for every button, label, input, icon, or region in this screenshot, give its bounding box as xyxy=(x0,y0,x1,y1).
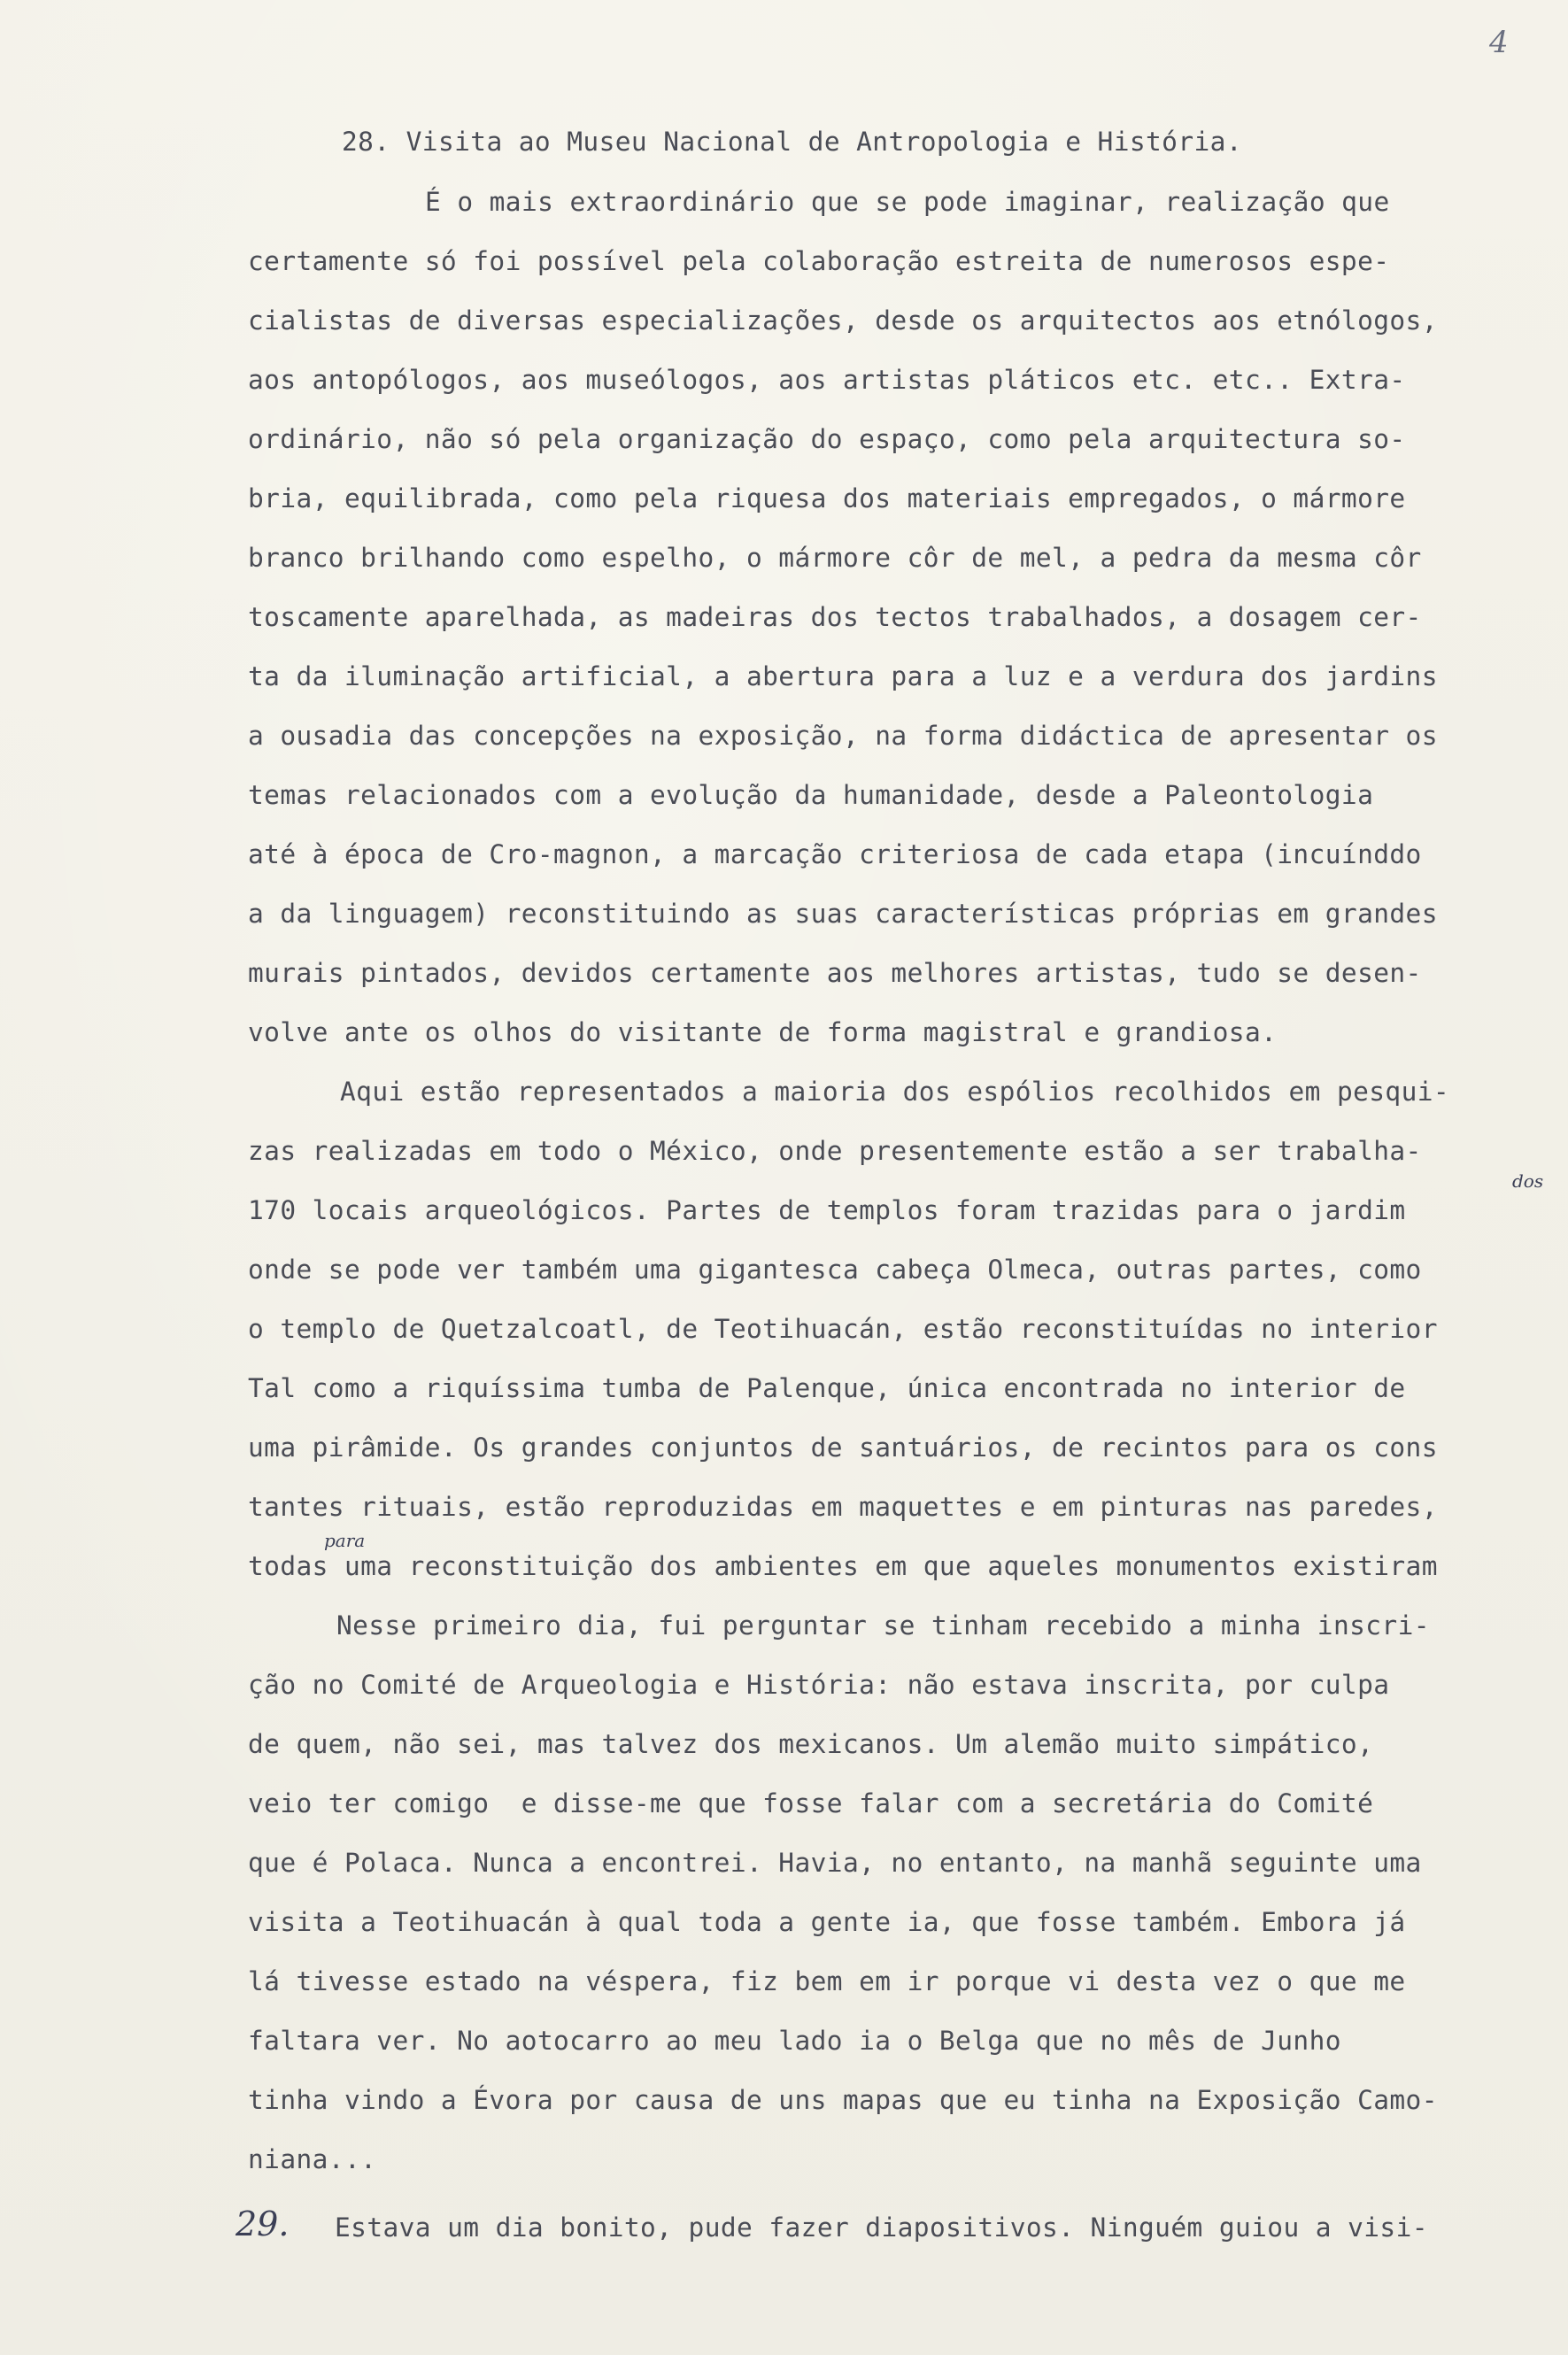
text-line: tantes rituais, estão reproduzidas em maquettes e em pinturas nas paredes, xyxy=(248,1492,1438,1522)
text-line: tinha vindo a Évora por causa de uns mapas que eu tinha na Exposição Camo- xyxy=(248,2085,1438,2115)
text-line: toscamente aparelhada, as madeiras dos tectos trabalhados, a dosagem cer- xyxy=(248,602,1422,632)
text-line: uma pirâmide. Os grandes conjuntos de santuários, de recintos para os cons xyxy=(248,1432,1438,1463)
text-line: ordinário, não só pela organização do espaço, como pela arquitectura so- xyxy=(248,424,1406,454)
text-line: murais pintados, devidos certamente aos melhores artistas, tudo se desen- xyxy=(248,958,1422,988)
text-line: a da linguagem) reconstituindo as suas características próprias em grandes xyxy=(248,899,1438,929)
text-line: volve ante os olhos do visitante de forma magistral e grandiosa. xyxy=(248,1017,1278,1047)
text-line: Estava um dia bonito, pude fazer diapositivos. Ninguém guiou a visi- xyxy=(335,2212,1428,2243)
text-line: ção no Comité de Arqueologia e História: não estava inscrita, por culpa xyxy=(248,1670,1390,1700)
text-line: todas uma reconstituição dos ambientes em que aqueles monumentos existiram xyxy=(248,1551,1438,1581)
handwritten-annotation-para: para xyxy=(324,1530,366,1551)
text-line: Nesse primeiro dia, fui perguntar se tinham recebido a minha inscri- xyxy=(336,1610,1430,1641)
text-line: bria, equilibrada, como pela riquesa dos materiais empregados, o mármore xyxy=(248,483,1406,513)
text-line: cialistas de diversas especializações, desde os arquitectos aos etnólogos, xyxy=(248,305,1438,336)
text-line: que é Polaca. Nunca a encontrei. Havia, no entanto, na manhã seguinte uma xyxy=(248,1848,1422,1878)
text-line: temas relacionados com a evolução da humanidade, desde a Paleontologia xyxy=(248,780,1374,810)
text-line: visita a Teotihuacán à qual toda a gente ia, que fosse também. Embora já xyxy=(248,1907,1406,1937)
handwritten-annotation-dos: dos xyxy=(1512,1170,1544,1192)
text-line: Aqui estão representados a maioria dos espólios recolhidos em pesqui- xyxy=(340,1077,1450,1107)
text-line: É o mais extraordinário que se pode imaginar, realização que xyxy=(425,187,1390,217)
text-line: certamente só foi possível pela colaboração estreita de numerosos espe- xyxy=(248,246,1390,276)
text-line: 170 locais arqueológicos. Partes de templos foram trazidas para o jardim xyxy=(248,1195,1406,1225)
text-line: onde se pode ver também uma gigantesca cabeça Olmeca, outras partes, como xyxy=(248,1255,1422,1285)
text-line: ta da iluminação artificial, a abertura para a luz e a verdura dos jardins xyxy=(248,661,1438,691)
section-number-handwritten: 29. xyxy=(236,2204,290,2243)
text-line: Tal como a riquíssima tumba de Palenque, única encontrada no interior de xyxy=(248,1373,1406,1403)
text-line: veio ter comigo e disse-me que fosse falar com a secretária do Comité xyxy=(248,1788,1374,1818)
text-line: lá tivesse estado na véspera, fiz bem em ir porque vi desta vez o que me xyxy=(248,1966,1406,1996)
text-line: niana... xyxy=(248,2144,377,2174)
text-line: zas realizadas em todo o México, onde presentemente estão a ser trabalha- xyxy=(248,1136,1422,1166)
section-heading: 28. Visita ao Museu Nacional de Antropologia e História. xyxy=(342,127,1242,157)
text-line: branco brilhando como espelho, o mármore côr de mel, a pedra da mesma côr xyxy=(248,543,1422,573)
page-number: 4 xyxy=(1489,25,1509,60)
text-line: de quem, não sei, mas talvez dos mexicanos. Um alemão muito simpático, xyxy=(248,1729,1374,1759)
text-line: até à época de Cro-magnon, a marcação criteriosa de cada etapa (incuínddo xyxy=(248,839,1422,869)
text-line: o templo de Quetzalcoatl, de Teotihuacán, estão reconstituídas no interior xyxy=(248,1314,1438,1344)
text-line: a ousadia das concepções na exposição, na forma didáctica de apresentar os xyxy=(248,721,1438,751)
text-line: aos antopólogos, aos museólogos, aos artistas pláticos etc. etc.. Extra- xyxy=(248,365,1406,395)
text-line: faltara ver. No aotocarro ao meu lado ia o Belga que no mês de Junho xyxy=(248,2026,1341,2056)
